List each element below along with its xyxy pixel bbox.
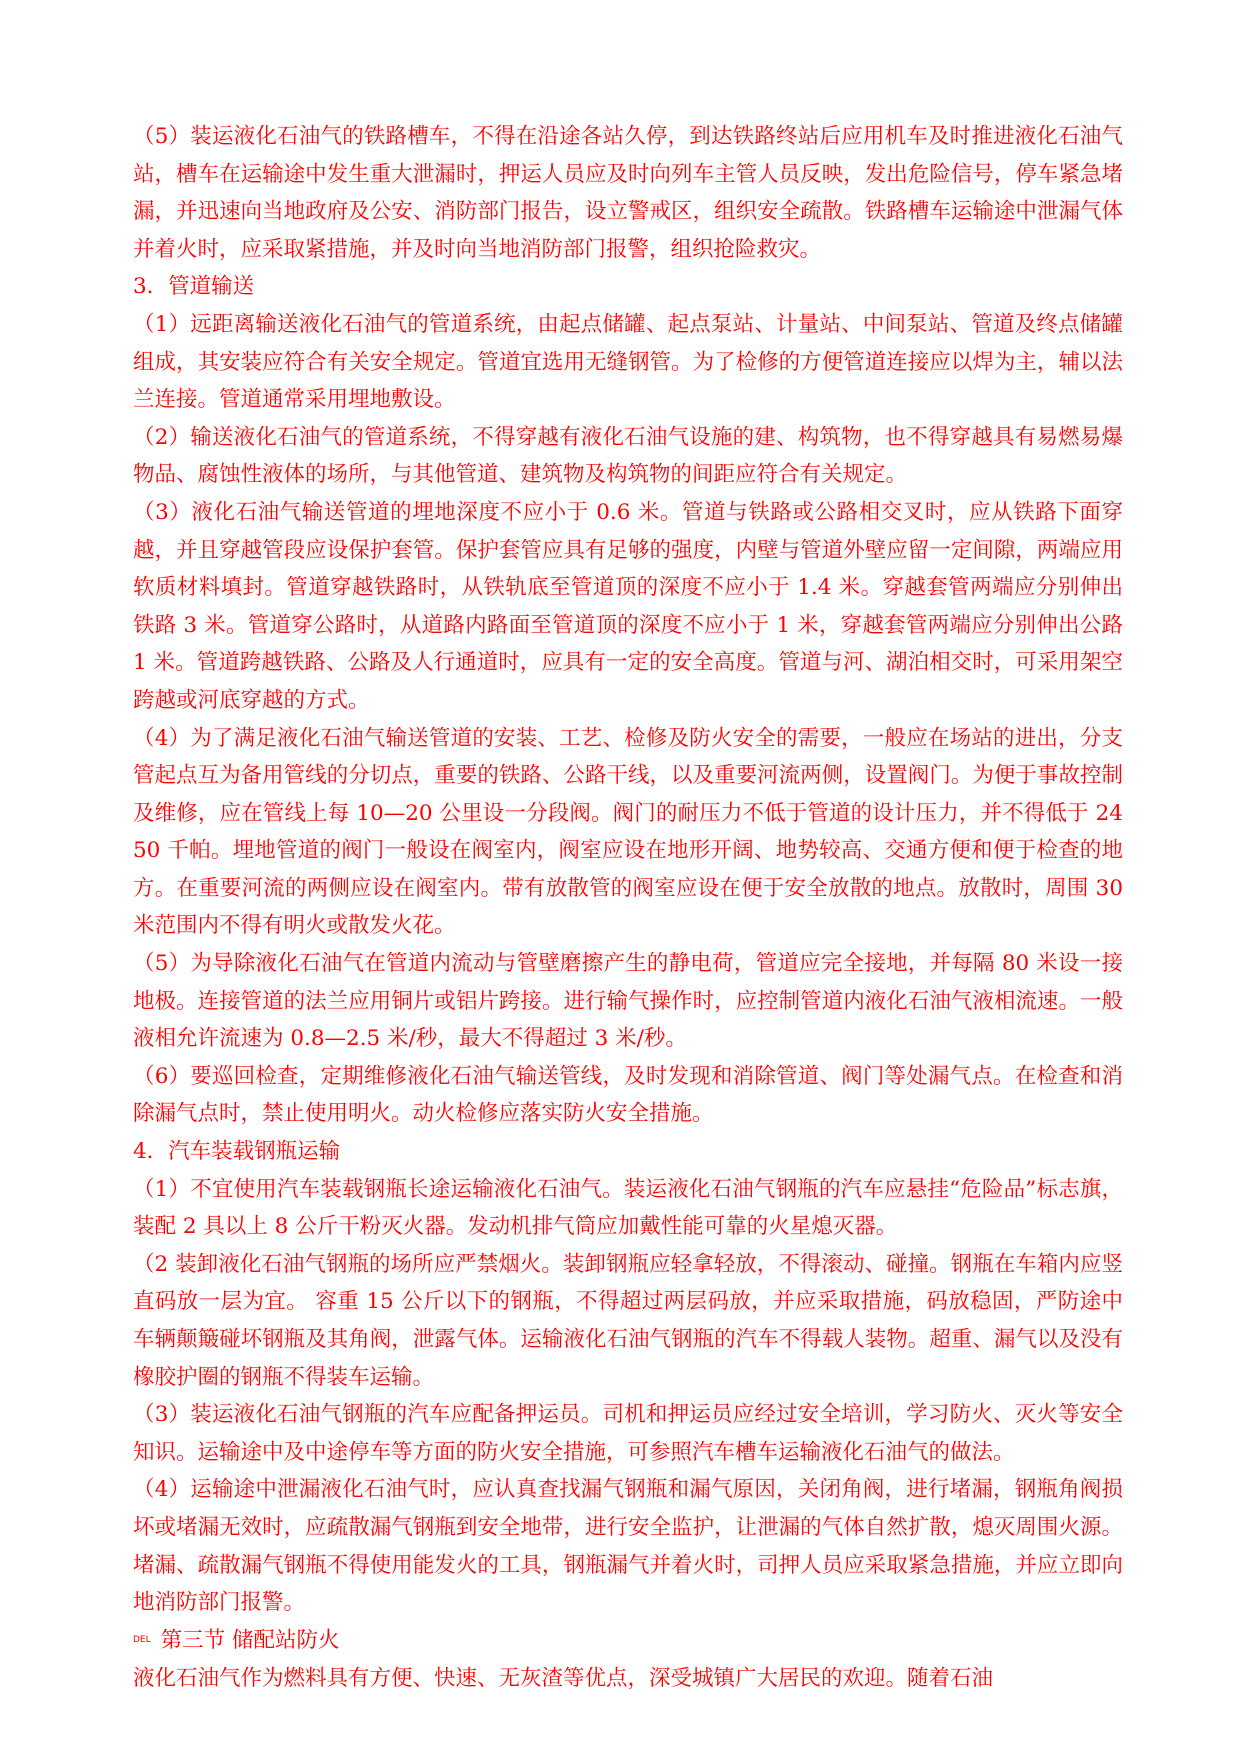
paragraph: （3）装运液化石油气钢瓶的汽车应配备押运员。司机和押运员应经过安全培训，学习防火、灭火等安全知识。运输途中及中途停车等方面的防火安全措施，可参照汽车槽车运输液化石油气的做法。 bbox=[133, 1402, 1123, 1465]
section-title: 第三节 储配站防火 bbox=[160, 1627, 340, 1653]
paragraph: （2）输送液化石油气的管道系统，不得穿越有液化石油气设施的建、构筑物，也不得穿越具有易燃易爆物品、腐蚀性液体的场所，与其他管道、建筑物及构筑物的间距应符合有关规定。 bbox=[133, 424, 1123, 488]
paragraph: （4）为了满足液化石油气输送管道的安装、工艺、检修及防火安全的需要，一般应在场站的进出，分支管起点互为备用管线的分切点，重要的铁路、公路干线，以及重要河流两侧，设置阀门。为便于事故控制及维修，应在管线上每 10—20 公里设一分段阀。阀门的耐压力不低于管道的设计压力，并不得低于 2450 千帕。埋地管道的阀门一般设在阀室内，阀室应设在地形开阔、地势较高、交通方便和便于检查的地方。在重要河流的两侧应设在阀室内。带有放散管的阀室应设在便于安全放散的地点。放散时，周围 30 米范围内不得有明火或散发火花。 bbox=[133, 725, 1123, 939]
del-marker: DEL bbox=[133, 1634, 151, 1645]
paragraph: （5）装运液化石油气的铁路槽车，不得在沿途各站久停，到达铁路终站后应用机车及时推进液化石油气站，槽车在运输途中发生重大泄漏时，押运人员应及时向列车主管人员反映，发出危险信号，停车紧急堵漏，并迅速向当地政府及公安、消防部门报告，设立警戒区，组织安全疏散。铁路槽车运输途中泄漏气体并着火时，应采取紧措施，并及时向当地消防部门报警，组织抢险救灾。 bbox=[133, 124, 1123, 262]
paragraph: （1）远距离输送液化石油气的管道系统，由起点储罐、起点泵站、计量站、中间泵站、管道及终点储罐组成，其安装应符合有关安全规定。管道宜选用无缝钢管。为了检修的方便管道连接应以焊为主，辅以法兰连接。管道通常采用埋地敷设。 bbox=[133, 311, 1123, 413]
paragraph: 液化石油气作为燃料具有方便、快速、无灰渣等优点，深受城镇广大居民的欢迎。随着石油 bbox=[133, 1665, 994, 1691]
paragraph: （3）液化石油气输送管道的埋地深度不应小于 0.6 米。管道与铁路或公路相交叉时，应从铁路下面穿越，并且穿越管段应设保护套管。保护套管应具有足够的强度，内壁与管道外壁应留一定间隙，两端应用软质材料填封。管道穿越铁路时，从铁轨底至管道顶的深度不应小于 1.4 米。穿越套管两端应分别伸出铁路 3 米。管道穿公路时，从道路内路面至管道顶的深度不应小于 1 米，穿越套管两端应分别伸出公路 1 米。管道跨越铁路、公路及人行通道时，应具有一定的安全高度。管道与河、湖泊相交时，可采用架空跨越或河底穿越的方式。 bbox=[133, 499, 1123, 713]
document-body bbox=[133, 118, 1123, 1697]
subsection-heading: 3．管道输送 bbox=[133, 274, 255, 300]
paragraph: （2 装卸液化石油气钢瓶的场所应严禁烟火。装卸钢瓶应轻拿轻放，不得滚动、碰撞。钢瓶在车箱内应竖直码放一层为宜。 容重 15 公斤以下的钢瓶，不得超过两层码放，并应采取措施，码放稳固，严防途中车辆颠簸碰坏钢瓶及其角阀，泄露气体。运输液化石油气钢瓶的汽车不得载人装物。超重、漏气以及没有橡胶护圈的钢瓶不得装车运输。 bbox=[133, 1251, 1123, 1390]
paragraph: （4）运输途中泄漏液化石油气时，应认真查找漏气钢瓶和漏气原因，关闭角阀，进行堵漏，钢瓶角阀损坏或堵漏无效时，应疏散漏气钢瓶到安全地带，进行安全监护，让泄漏的气体自然扩散，熄灭周围火源。堵漏、疏散漏气钢瓶不得使用能发火的工具，钢瓶漏气并着火时，司押人员应采取紧急措施，并应立即向地消防部门报警。 bbox=[133, 1477, 1123, 1616]
subsection-heading: 4．汽车装载钢瓶运输 bbox=[133, 1139, 341, 1165]
paragraph: （6）要巡回检查，定期维修液化石油气输送管线，及时发现和消除管道、阀门等处漏气点。在检查和消除漏气点时，禁止使用明火。动火检修应落实防火安全措施。 bbox=[133, 1063, 1123, 1127]
paragraph: （1）不宜使用汽车装载钢瓶长途运输液化石油气。装运液化石油气钢瓶的汽车应悬挂“危险品”标志旗，装配 2 具以上 8 公斤干粉灭火器。发动机排气筒应加戴性能可靠的火星熄灭器。 bbox=[133, 1176, 1123, 1240]
paragraph: （5）为导除液化石油气在管道内流动与管壁磨擦产生的静电荷，管道应完全接地，并每隔 80 米设一接地极。连接管道的法兰应用铜片或铝片跨接。进行输气操作时，应控制管道内液化石油气液相流速。一般液相允许流速为 0.8—2.5 米/秒，最大不得超过 3 米/秒。 bbox=[133, 951, 1123, 1052]
section-heading bbox=[133, 1622, 1123, 1660]
